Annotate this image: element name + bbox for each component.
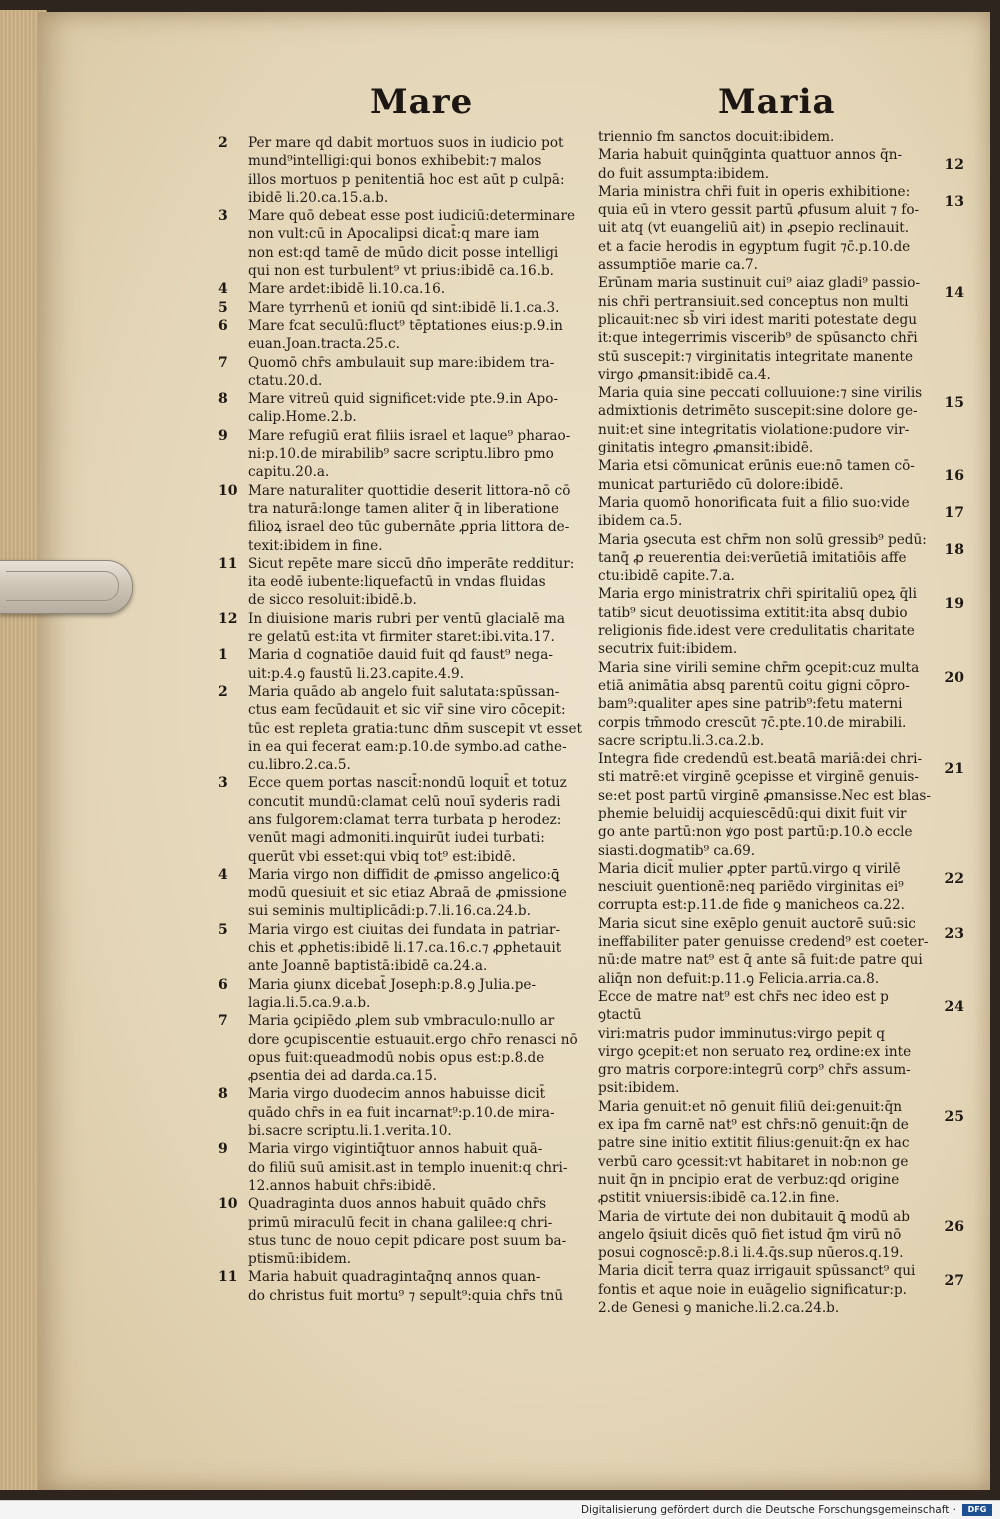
- entry-number: 24: [944, 998, 964, 1015]
- index-entry: [218, 1140, 598, 1195]
- dfg-logo-icon: DFG: [962, 1504, 992, 1516]
- index-entry: [218, 683, 598, 774]
- entry-text: Mare refugiū erat filiis israel et laque⁹ pharao- ni:p.10.de mirabilib⁹ sacre scriptu.libro pmo capitu.20.a.: [248, 427, 571, 481]
- entry-number: 4: [218, 866, 228, 883]
- entry-number: 26: [944, 1218, 964, 1235]
- entry-text: Maria virgo est ciuitas dei fundata in patriar- chis et ꝓphetis:ibidē li.17.ca.16.c.⁊ ꝓphetauit ante Joannē baptistā:ibidē ca.24.a.: [248, 921, 562, 975]
- entry-text: Maria ergo ministratrix chr̄i spiritaliū opeꝝ q̄li tatib⁹ sicut deuotissima extitit:ita absq dubio religionis fide.idest vere credulitatis charitate secutrix fuit:ibidem.: [598, 586, 917, 658]
- entry-number: 10: [218, 482, 238, 499]
- entry-text: Maria d cognatiōe dauid fuit qd faust⁹ nega- uit:p.4.ꝯ faustū li.23.capite.4.9.: [248, 647, 553, 682]
- index-entry: [218, 299, 598, 317]
- entry-number: 9: [218, 427, 228, 444]
- entry-text: Maria virgo duodecim annos habuisse dicit̄ quādo chr̄s in ea fuit incarnat⁹:p.10.de mira- bi.sacre scriptu.li.1.verita.10.: [248, 1086, 555, 1140]
- entry-number: 4: [218, 281, 228, 298]
- index-entry: [218, 482, 598, 555]
- index-entry: [218, 866, 598, 921]
- entry-text: Ecce de matre nat⁹ est chr̄s nec ideo est p ꝯtactū viri:matris pudor imminutus:virgo pepit q virgo ꝯcepit:et non seruato reꝝ ordine:ex inte gro matris corpore:integrū corp⁹ chr̄s assum- psit:ibidem.: [598, 988, 912, 1097]
- entry-number: 12: [218, 610, 238, 627]
- entry-number: 25: [944, 1108, 964, 1125]
- entry-number: 8: [218, 1086, 228, 1103]
- entry-text: Mare quō debeat esse post iudiciū:determinare non vult:cū in Apocalipsi dicat̄:q mare iam non est:qd tamē de mūdo dicit posse intelligi qui non est turbulent⁹ vt prius:ibidē ca.16.b.: [248, 208, 576, 280]
- entry-text: Maria quomō honorificata fuit a filio suo:vide ibidem ca.5.: [598, 494, 910, 530]
- entry-text: Maria dicit̄ mulier ꝓpter partū.virgo q virilē nesciuit ꝯuentionē:neq pariēdo virginitas ei⁹ corrupta est:p.11.de fide ꝯ manicheos ca.22.: [598, 860, 905, 914]
- entry-text: Maria ꝯcipiēdo ꝓlem sub vmbraculo:nullo ar dore ꝯcupiscentie estuauit.ergo chr̄o renasci nō opus fuit:queadmodū nobis opus est:p.8.de ꝓsentia dei ad darda.ca.15.: [248, 1013, 578, 1085]
- index-entry: [218, 555, 598, 610]
- entry-number: 9: [218, 1141, 228, 1158]
- index-entry: [592, 457, 964, 494]
- index-entry: [592, 128, 964, 146]
- index-entry: [592, 1098, 964, 1208]
- entry-number: 5: [218, 299, 228, 316]
- digitization-footer: [0, 1500, 1000, 1519]
- entry-text: Maria virgo non diffidit de ꝓmisso angelico:ꝗ̄ modū quesiuit et sic etiaz Abraā de ꝓmissione sui seminis multiplicādi:p.7.li.16.ca.24.b.: [248, 866, 567, 920]
- entry-text: Maria ministra chr̄i fuit in operis exhibitione: quia eū in vtero gessit partū ꝓfusum aluit ⁊ fo- uit atq (vt euangeliū ait) in ꝓsepio reclinauit. et a facie herodis in egyptum fugit ⁊c̄.p.10.de assumptiōe marie ca.7.: [598, 183, 920, 274]
- entry-text: Mare naturaliter quottidie deserit littora-nō cō tra naturā:longe tamen aliter q̄ in liberatione filioꝝ israel deo tūc gubernāte ꝓpria littora de- texit:ibidem in fine.: [248, 482, 571, 554]
- entry-number: 7: [218, 354, 228, 371]
- entry-number: 17: [944, 504, 964, 521]
- entry-text: triennio fm sanctos docuit:ibidem.: [598, 129, 835, 145]
- entry-number: 11: [218, 555, 238, 572]
- entry-text: Mare vitreū quid significet:vide pte.9.in Apo- calip.Home.2.b.: [248, 391, 559, 426]
- entry-text: Maria ꝯiunx dicebat̄ Joseph:p.8.ꝯ Julia.pe- lagia.li.5.ca.9.a.b.: [248, 976, 537, 1011]
- entry-number: 22: [944, 870, 964, 887]
- entry-text: Maria etsi cōmunicat erūnis eue:nō tamen cō- municat parturiēdo cū dolore:ibidē.: [598, 458, 915, 493]
- entry-text: Maria habuit quinq̄ginta quattuor annos q̄n- do fuit assumpta:ibidem.: [598, 147, 903, 182]
- index-entry: [218, 610, 598, 647]
- paper-clip-icon: [0, 560, 133, 614]
- index-entry: [218, 390, 598, 427]
- entry-number: 2: [218, 135, 228, 151]
- index-entry: [592, 146, 964, 183]
- index-entry: [218, 976, 598, 1013]
- entry-number: 12: [944, 157, 964, 174]
- entry-text: Mare fcat seculū:fluct⁹ tēptationes eius:p.9.in euan.Joan.tracta.25.c.: [248, 317, 563, 353]
- entry-number: 8: [218, 391, 228, 408]
- entry-text: Maria sicut sine exēplo genuit auctorē suū:sic ineffabiliter pater genuisse credend⁹ est coeter- nū:de matre nat⁹ est q̄ ante sā fuit:de patre qui aliq̄n non defuit:p.11.ꝯ Felicia.arria.ca.8.: [598, 915, 929, 987]
- entry-text: Integra fide credendū est.beatā mariā:dei chri- sti matrē:et virginē ꝯcepisse et virginē genuis- se:et post partū virginē ꝓmansisse.Nec est blas- phemie beluidij acquiescēdū:qui dixit fuit vir go ante partū:non ꝟgo post partū:p.10.ꝺ eccle siasti.dogmatib⁹ ca.69.: [598, 751, 931, 859]
- index-entry: [218, 921, 598, 976]
- index-entry: [592, 659, 964, 750]
- entry-number: 15: [944, 395, 964, 412]
- index-entry: [218, 317, 598, 354]
- entry-text: In diuisione maris rubri per ventū glacialē ma re gelatū est:ita vt firmiter staret:ibi.vita.17.: [248, 610, 565, 646]
- entry-number: 6: [218, 976, 228, 993]
- entry-number: 3: [218, 208, 228, 225]
- index-entry: [592, 585, 964, 658]
- entry-number: 20: [944, 669, 964, 686]
- entry-number: 11: [218, 1269, 238, 1286]
- index-entry: [218, 646, 598, 683]
- index-entry: [592, 750, 964, 860]
- headword-right: Maria: [718, 82, 836, 122]
- entry-number: 2: [218, 683, 228, 700]
- index-entry: [218, 134, 598, 207]
- entry-number: 18: [944, 541, 964, 558]
- entry-text: Erūnam maria sustinuit cui⁹ aiaz gladi⁹ passio- nis chr̄i pertransiuit.sed conceptus non multi plicauit:nec sb̄ viri idest mariti potestate degu it:que integerrimis viscerib⁹ de spūsancto chr̄i stū suscepit:⁊ virginitatis integritate manente virgo ꝓmansit:ibidē ca.4.: [598, 275, 921, 383]
- left-column: [218, 134, 598, 1305]
- index-entry: [218, 1268, 598, 1305]
- entry-number: 10: [218, 1196, 238, 1213]
- entry-text: Maria sine virili semine chr̄m ꝯcepit:cuz multa etiā animātia absq parentū coitu gigni cōpro- bam⁹:qualiter apes sine patrib⁹:fetu materni corpis tm̄modo crescūt ⁊c̄.pte.10.de mirabili. sacre scriptu.li.3.ca.2.b.: [598, 659, 920, 749]
- index-entry: [218, 774, 598, 865]
- entry-number: 19: [944, 596, 964, 613]
- right-column: [592, 128, 964, 1317]
- index-entry: [592, 183, 964, 274]
- footer-credit: Digitalisierung gefördert durch die Deutsche Forschungsgemeinschaft ·: [580, 1504, 956, 1516]
- index-entry: [218, 1195, 598, 1268]
- index-entry: [592, 860, 964, 915]
- entry-number: 3: [218, 775, 228, 792]
- entry-text: Maria de virtute dei non dubitauit ꝗ̄ modū ab angelo q̄siuit dicēs quō fiet istud q̄m virū nō posui cognoscē:p.8.i li.4.q̄s.sup nūeros.q.19.: [598, 1208, 910, 1262]
- index-entry: [592, 1208, 964, 1263]
- entry-number: 1: [218, 647, 228, 664]
- entry-text: Mare ardet:ibidē li.10.ca.16.: [248, 281, 446, 298]
- entry-text: Ecce quem portas nascit̄:nondū loquit̄ et totuz concutit mundū:clamat celū nouī syderis radi ans fulgorem:clamat terra turbata p herodez: venūt magi admoniti.inquirūt iudei turbati: querūt vbi esset:qui vbiq tot⁹ est:ibidē.: [248, 775, 567, 865]
- entry-number: 16: [944, 468, 964, 485]
- index-entry: [218, 207, 598, 280]
- entry-number: 13: [944, 193, 964, 210]
- index-entry: [218, 280, 598, 298]
- entry-text: Mare tyrrhenū et ioniū qd sint:ibidē li.1.ca.3.: [248, 299, 560, 316]
- entry-text: Maria quādo ab angelo fuit salutata:spūssan- ctus eam fecūdauit et sic vir̄ sine viro cōcepit: tūc est repleta gratia:tunc dn̄m suscepit vt esset in ea qui fecerat eam:p.10.de symbo.ad cathe- cu.libro.2.ca.5.: [248, 683, 583, 774]
- entry-text: Sicut repēte mare siccū dn̄o imperāte redditur: ita eodē iubente:liquefactū in vndas fluidas de sicco resoluit:ibidē.b.: [248, 555, 575, 609]
- entry-text: Maria genuit:et nō genuit filiū dei:genuit:q̄n ex ipa fm carnē nat⁹ est chr̄s:nō genuit:q̄n de patre sine initio extitit filius:genuit:q̄n ex hac verbū caro ꝯcessit:vt habitaret in nob:non ge nuit q̄n in pncipio erat de verbuz:qd origine ꝓstitit vniuersis:ibidē ca.12.in fine.: [598, 1098, 910, 1207]
- entry-number: 6: [218, 317, 228, 334]
- entry-text: Maria quia sine peccati colluuione:⁊ sine virilis admixtionis detrimēto suscepit:sine dolore ge- nuit:et sine integritatis violatione:pudore vir- ginitatis integro ꝓmansit:ibidē.: [598, 385, 923, 457]
- entry-number: 21: [944, 761, 964, 778]
- entry-text: Quadraginta duos annos habuit quādo chr̄s primū miraculū fecit in chana galilee:q chri- stus tunc de nouo cepit pdicare post suum ba- ptismū:ibidem.: [248, 1196, 567, 1268]
- index-entry: [218, 354, 598, 391]
- index-entry: [592, 494, 964, 531]
- index-entry: [218, 427, 598, 482]
- entry-text: Quomō chr̄s ambulauit sup mare:ibidem tra- ctatu.20.d.: [248, 354, 555, 389]
- entry-number: 23: [944, 925, 964, 942]
- entry-number: 14: [944, 285, 964, 302]
- entry-text: Maria ꝯsecuta est chr̄m non solū gressib⁹ pedū: tanq̄ ꝓ reuerentia dei:verūetiā imitatiōis affe ctu:ibidē capite.7.a.: [598, 531, 927, 585]
- index-entry: [592, 1262, 964, 1317]
- index-entry: [592, 531, 964, 586]
- index-entry: [592, 274, 964, 384]
- entry-text: Per mare qd dabit mortuos suos in iudicio pot mund⁹intelligi:qui bonos exhibebit:⁊ malos illos mortuos p penitentiā hoc est aūt p culpā: ibidē li.20.ca.15.a.b.: [248, 135, 565, 206]
- headword-left: Mare: [370, 82, 474, 122]
- index-entry: [592, 384, 964, 457]
- index-entry: [592, 988, 964, 1098]
- index-entry: [592, 915, 964, 988]
- entry-number: 7: [218, 1013, 228, 1030]
- entry-text: Maria virgo vigintiq̄tuor annos habuit quā- do filiū suū amisit.ast in templo inuenit:q chri- 12.annos habuit chr̄s:ibidē.: [248, 1141, 568, 1194]
- entry-text: Maria habuit quadragintaq̄nq annos quan- do christus fuit mortu⁹ ⁊ sepult⁹:quia chr̄s tnū: [248, 1269, 564, 1304]
- entry-number: 5: [218, 921, 228, 938]
- entry-number: 27: [944, 1273, 964, 1290]
- index-entry: [218, 1085, 598, 1140]
- index-entry: [218, 1012, 598, 1085]
- entry-text: Maria dicit̄ terra quaz irrigauit spūssanct⁹ qui fontis et aque noie in euāgelio significatur:p. 2.de Genesi ꝯ maniche.li.2.ca.24.b.: [598, 1263, 916, 1316]
